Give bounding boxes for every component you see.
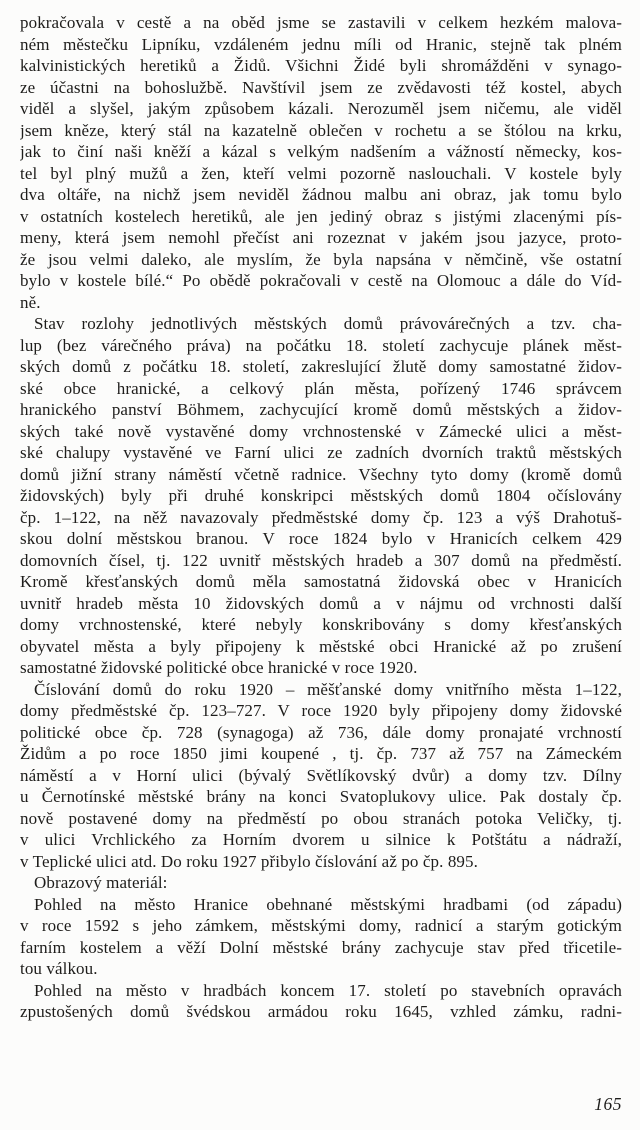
text-line: ze účastni na bohoslužbě. Navštívil jsem ze zvědavosti též kostel, abych <box>20 77 622 97</box>
text-line: viděl a slyšel, jakým způsobem kázali. Nerozuměl jsem ničemu, ale viděl <box>20 99 622 118</box>
text-line: čp. 1–122, na něž navazovaly předměstské domy čp. 123 a výš Drahotuš- <box>20 507 622 527</box>
text-line: samostatné židovské politické obce hranické v roce 1920. <box>20 658 418 677</box>
text-line: tou válkou. <box>20 959 98 978</box>
text-line: meny, která jsem nemohl přečíst ani rozeznat v jakém jsou jazyce, proto- <box>20 228 622 247</box>
text-line: v ulici Vrchlického za Horním dvorem u silnice k Potštátu a nádraží, <box>20 830 622 849</box>
text-line: pokračovala v cestě a na oběd jsme se zastavili v celkem hezkém malova- <box>20 13 622 32</box>
text-line: Obrazový materiál: <box>34 873 168 892</box>
text-line: Pohled na město Hranice obehnané městskými hradbami (od západu) <box>34 894 622 914</box>
text-line: Číslování domů do roku 1920 – měšťanské domy vnitřního města 1–122, <box>34 679 622 699</box>
text-line: u Černotínské městské brány na konci Svatoplukovy ulice. Pak dostaly čp. <box>20 787 622 806</box>
page-number: 165 <box>594 1094 622 1114</box>
text-line: kalvinistických heretiků a Židů. Všichni Židé byli shromážděni v synago- <box>20 56 622 75</box>
body-text <box>20 12 622 1023</box>
paragraph <box>20 679 622 873</box>
paragraph <box>20 872 622 894</box>
text-line: skou dolní městskou branou. V roce 1824 bylo v Hranicích celkem 429 <box>20 529 622 548</box>
text-line: ném městečku Lipníku, vzdáleném jednu míli od Hranic, stejně tak plném <box>20 34 622 54</box>
text-line: Pohled na město v hradbách koncem 17. století po stavebních opravách <box>34 980 622 1000</box>
text-line: hranického panství Böhmem, zachycující kromě domů městských a židov- <box>20 400 622 419</box>
paragraph <box>20 894 622 980</box>
text-line: bylo v kostele bílé.“ Po obědě pokračovali v cestě na Olomouc a dále do Víd- <box>20 271 622 290</box>
text-line: ských také nově vystavěné domy vrchnostenské v Zámecké ulici a měst- <box>20 421 622 441</box>
text-line: v Teplické ulici atd. Do roku 1927 přibylo číslování až po čp. 895. <box>20 851 478 871</box>
paragraph <box>20 980 622 1023</box>
text-line: židovských) byly při druhé konskripci městských domů 1804 očíslovány <box>20 486 622 505</box>
text-line: domy předměstské čp. 123–727. V roce 1920 byly připojeny domy židovské <box>20 701 622 720</box>
text-line: ské obce hranické, a celkový plán města, pořízený 1746 správcem <box>20 378 622 398</box>
paragraph <box>20 12 622 313</box>
text-line: dva oltáře, na nichž jsem neviděl žádnou malbu ani obraz, jak tomu bylo <box>20 185 622 204</box>
text-line: v roce 1592 s jeho zámkem, městskými domy, radnicí a starým gotickým <box>20 916 622 935</box>
text-line: náměstí a v Horní ulici (bývalý Světlíkovský dvůr) a domy tzv. Dílny <box>20 765 622 785</box>
text-line: nově postavené domy na předměstí po obou stranách potoka Veličky, tj. <box>20 808 622 828</box>
text-line: jak to činí naši kněží a kázal s velkým nadšením a vážností německy, kos- <box>20 142 622 161</box>
text-line: jsem kněze, který stál na kazatelně oblečen v rochetu a se štólou na krku, <box>20 120 622 140</box>
text-line: v ostatních kostelech heretiků, ale jen jediný obraz s jistými zlacenými pís- <box>20 206 622 226</box>
text-line: že jsou velmi daleko, ale myslím, že byla napsána v němčině, vše ostatní <box>20 249 622 269</box>
text-line: obyvatel města a byly připojeny k městské obci Hranické až po zrušení <box>20 636 622 656</box>
text-line: Stav rozlohy jednotlivých městských domů právovárečných a tzv. cha- <box>34 314 622 333</box>
text-line: lup (bez várečného práva) na počátku 18. století zachycuje plánek měst- <box>20 335 622 355</box>
text-line: domů jižní strany náměstí včetně radnice. Všechny tyto domy (kromě domů <box>20 464 622 484</box>
text-line: domovních čísel, tj. 122 uvnitř městských hradeb a 307 domů na předměstí. <box>20 550 622 570</box>
text-line: ské chalupy vystavěné ve Farní ulici ze zadních dvorních traktů městských <box>20 443 622 462</box>
text-line: domy vrchnostenské, které nebyly konskribovány s domy křesťanských <box>20 615 622 634</box>
text-line: zpustošených domů švédskou armádou roku 1645, vzhled zámku, radni- <box>20 1002 622 1021</box>
paragraph <box>20 313 622 679</box>
text-line: tel byl plný mužů a žen, kteří velmi pozorně naslouchali. V kostele byly <box>20 163 622 183</box>
text-line: ně. <box>20 292 41 312</box>
text-line: ských domů z počátku 18. století, zakreslující žlutě domy samostatné židov- <box>20 357 622 376</box>
text-line: politické obce čp. 728 (synagoga) až 736, dále domy pronajaté vrchností <box>20 722 622 742</box>
text-line: Kromě křesťanských domů měla samostatná židovská obec v Hranicích <box>20 572 622 591</box>
text-line: farním kostelem a věží Dolní městské brány zachycuje stav před třicetile- <box>20 937 622 957</box>
text-line: uvnitř hradeb města 10 židovských domů a v nájmu od vrchnosti další <box>20 593 622 613</box>
text-line: Židům a po roce 1850 jimi koupené , tj. čp. 737 až 757 na Zámeckém <box>20 744 622 763</box>
